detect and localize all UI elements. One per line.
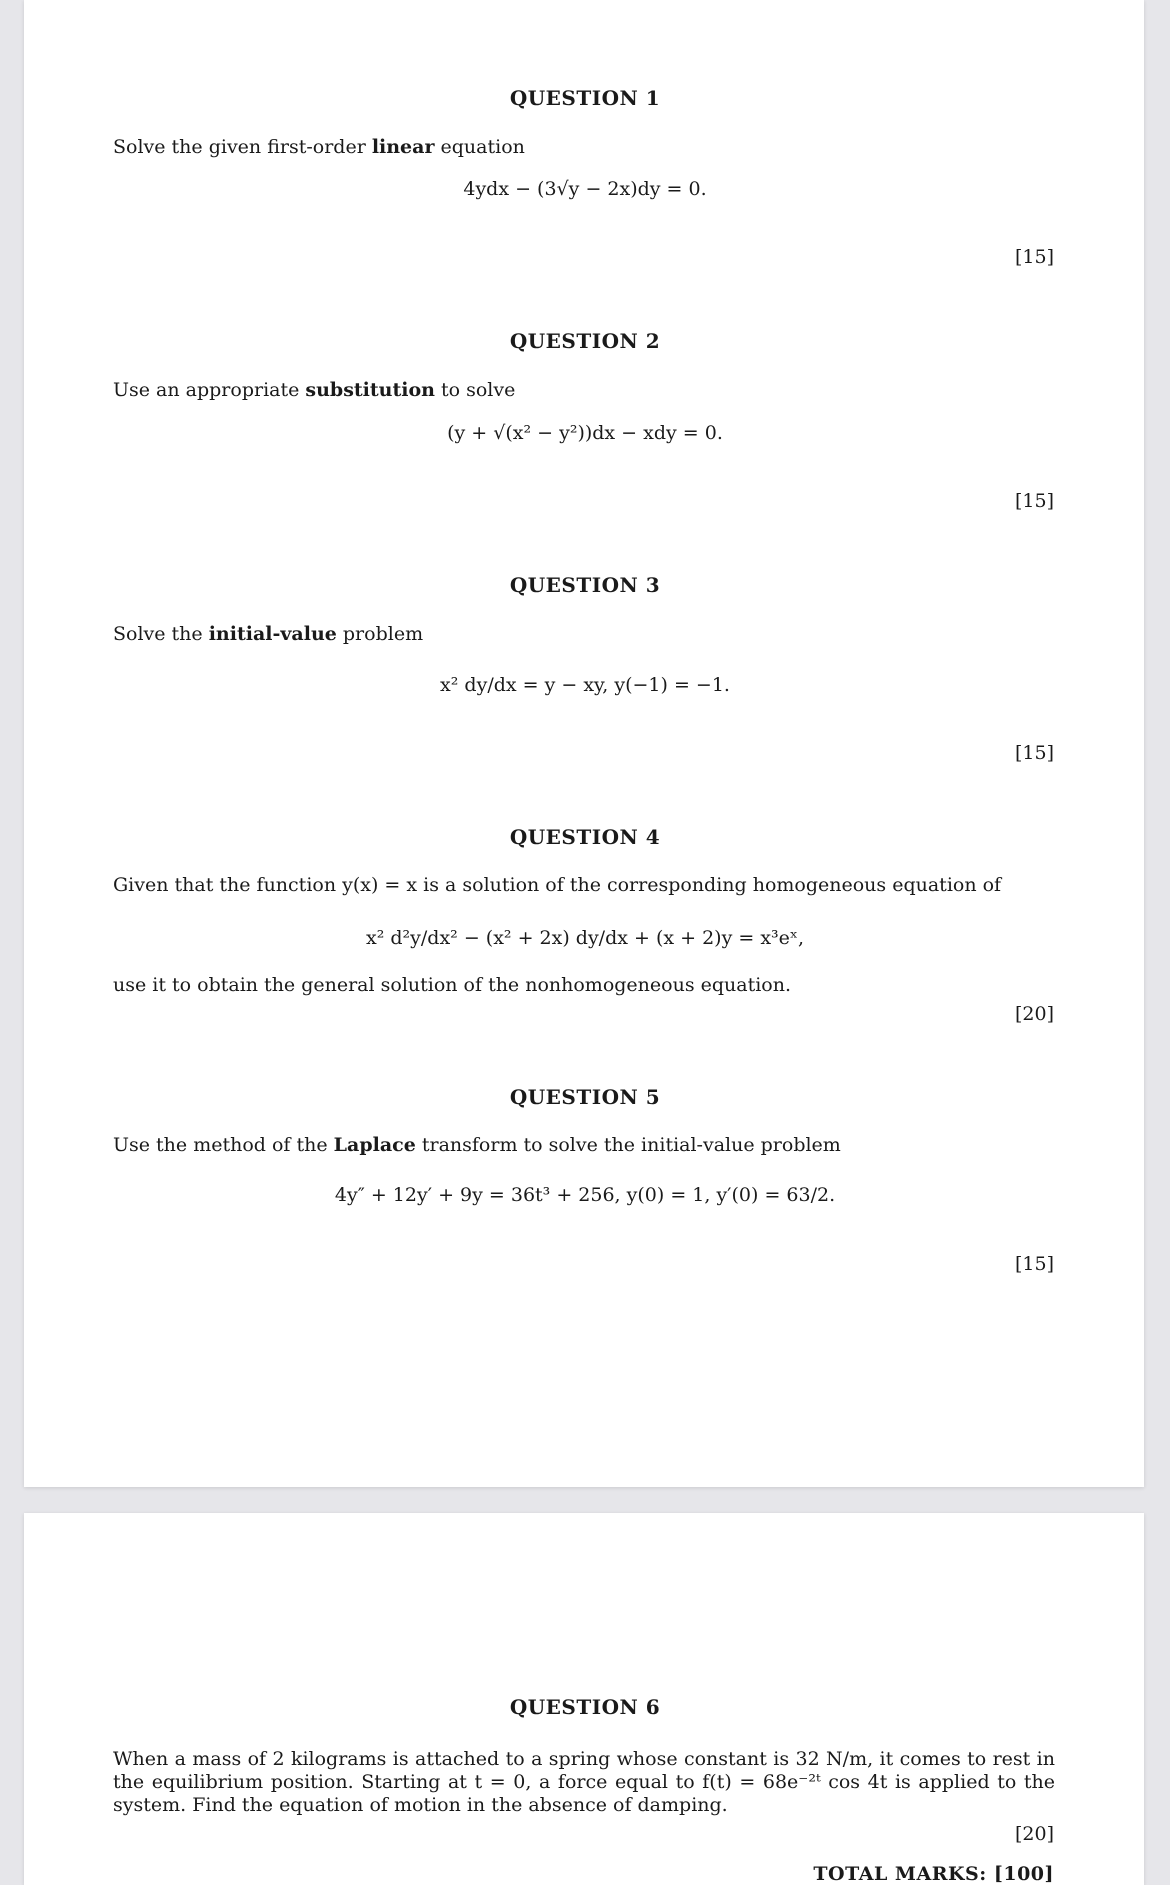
total-marks: TOTAL MARKS: [100] bbox=[813, 1863, 1054, 1885]
question-6-text: When a mass of 2 kilograms is attached to a spring whose constant is 32 N/m, it comes to rest in the equilibrium position. Starting at t = 0, a force equal to f(t) = 68e⁻²ᵗ cos 4t is applied to the system. Find the equation of motion in the absence of damping. bbox=[113, 1748, 1055, 1816]
question-4-title: QUESTION 4 bbox=[509, 825, 661, 849]
question-1-equation: 4ydx − (3√y − 2x)dy = 0. bbox=[463, 178, 707, 200]
question-3-marks: [15] bbox=[1014, 742, 1054, 764]
question-3-equation: x² dy/dx = y − xy, y(−1) = −1. bbox=[440, 674, 730, 696]
question-5-prompt: Use the method of the Laplace transform to solve the initial-value problem bbox=[113, 1134, 841, 1156]
question-2-marks: [15] bbox=[1014, 490, 1054, 512]
question-3-prompt: Solve the initial-value problem bbox=[113, 623, 424, 645]
question-2-title: QUESTION 2 bbox=[509, 329, 661, 353]
question-4-marks: [20] bbox=[1014, 1003, 1054, 1025]
exam-page-2 bbox=[24, 1513, 1144, 1885]
question-5-title: QUESTION 5 bbox=[509, 1085, 661, 1109]
question-5-marks: [15] bbox=[1014, 1253, 1054, 1275]
question-4-equation: x² d²y/dx² − (x² + 2x) dy/dx + (x + 2)y = x³eˣ, bbox=[366, 927, 804, 949]
question-2-prompt: Use an appropriate substitution to solve bbox=[113, 379, 516, 401]
question-1-prompt: Solve the given first-order linear equation bbox=[113, 136, 525, 158]
question-6-marks: [20] bbox=[1014, 1823, 1054, 1845]
question-5-equation: 4y″ + 12y′ + 9y = 36t³ + 256, y(0) = 1, y′(0) = 63/2. bbox=[334, 1184, 836, 1206]
question-4-prompt: Given that the function y(x) = x is a solution of the corresponding homogeneous equation of bbox=[113, 874, 1002, 896]
question-1-marks: [15] bbox=[1014, 246, 1054, 268]
question-1-title: QUESTION 1 bbox=[509, 86, 661, 110]
exam-page-1 bbox=[24, 0, 1144, 1487]
question-4-prompt-2: use it to obtain the general solution of the nonhomogeneous equation. bbox=[113, 974, 792, 996]
question-2-equation: (y + √(x² − y²))dx − xdy = 0. bbox=[447, 422, 723, 444]
question-6-title: QUESTION 6 bbox=[509, 1695, 661, 1719]
question-3-title: QUESTION 3 bbox=[509, 573, 661, 597]
